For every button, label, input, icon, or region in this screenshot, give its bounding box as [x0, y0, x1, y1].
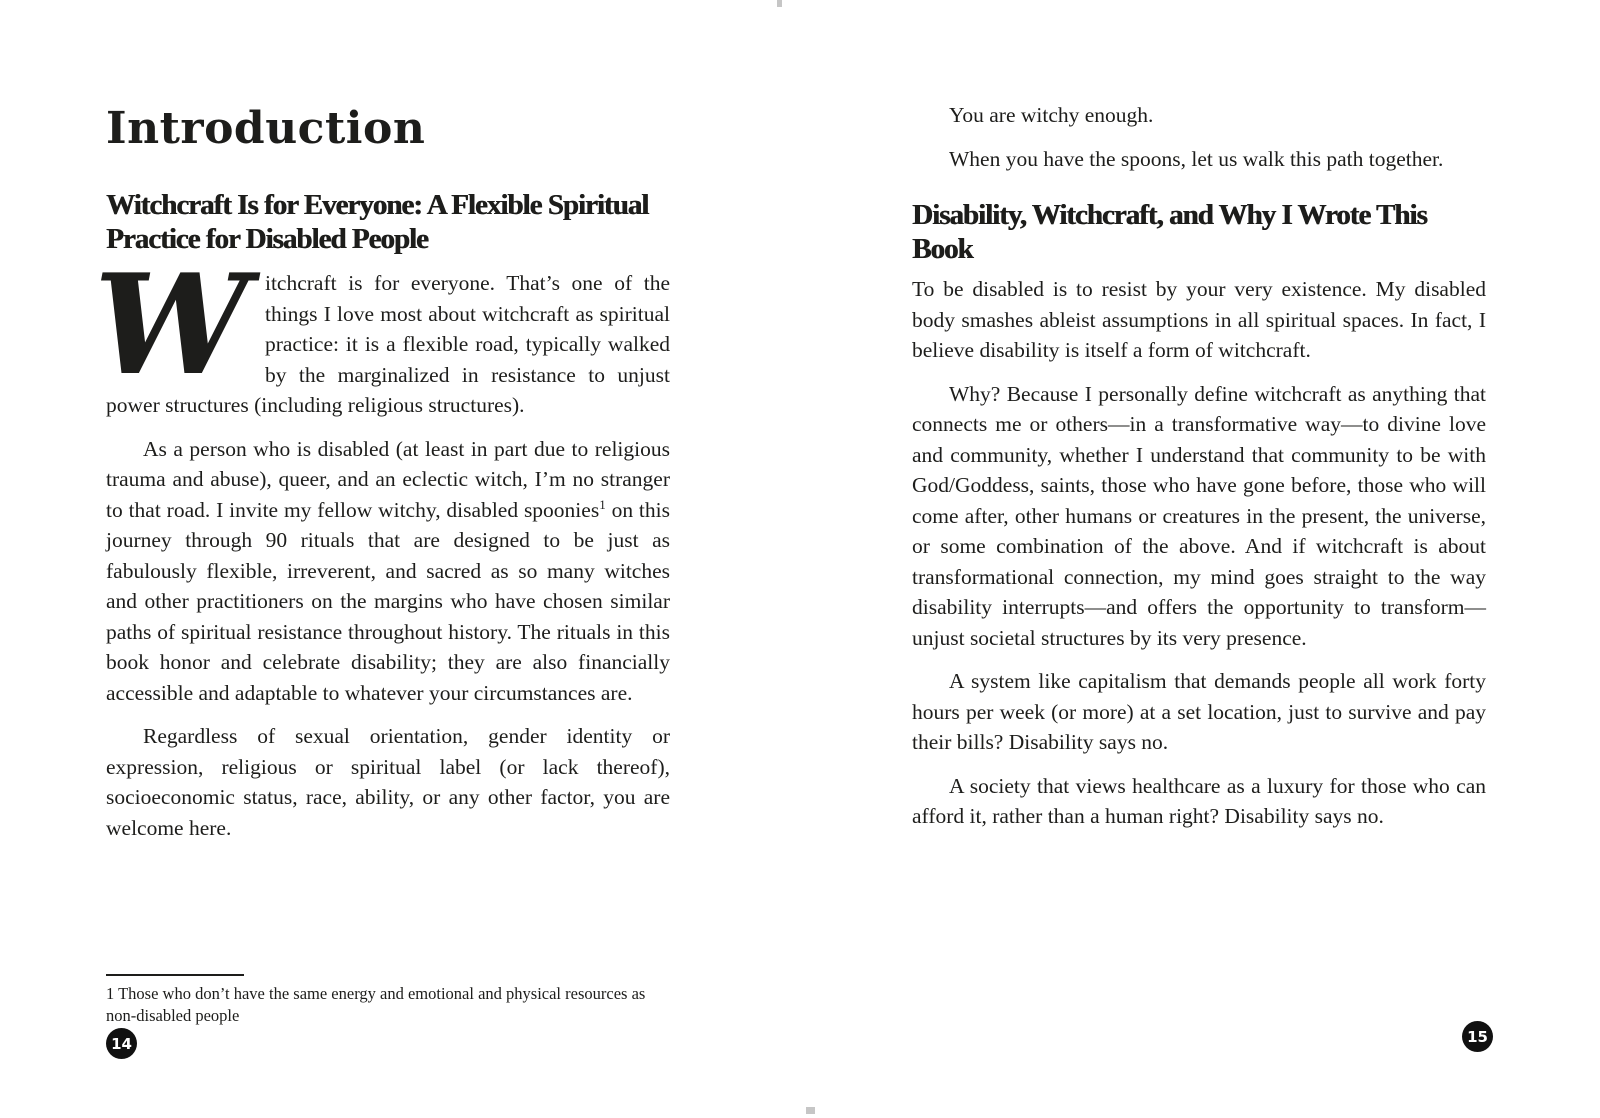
dropcap-letter: W — [94, 243, 249, 407]
paragraph-opening-text: itchcraft is for everyone. That’s one of the things I love most about witchcraft as spiritual practice: it is a flexible road, typically walked by the marginalized in resistance to unjust power structures (including religious structures). — [106, 271, 670, 418]
page-number-badge-right: 15 — [1462, 1021, 1493, 1052]
paragraph-welcome: Regardless of sexual orientation, gender identity or expression, religious or spiritual label (or lack thereof), socioeconomic status, race, ability, or any other factor, you are welcome here. — [106, 724, 670, 840]
paragraph-capitalism: A system like capitalism that demands people all work forty hours per week (or more) at a set location, just to survive and pay their bills? Disability says no. — [912, 669, 1486, 754]
page-number-badge-left: 14 — [106, 1028, 137, 1059]
section-heading-left: Witchcraft Is for Everyone: A Flexible Spiritual Practice for Disabled People — [106, 189, 649, 256]
footnote-reference: 1 — [599, 496, 606, 512]
page-right — [912, 100, 1486, 845]
paragraph-spoonies — [106, 434, 670, 709]
footnote-rule — [106, 974, 244, 976]
chapter-title: Introduction — [106, 103, 426, 154]
registration-mark-top — [777, 0, 782, 7]
page-left — [94, 103, 670, 856]
paragraph-opening — [94, 243, 670, 421]
paragraph-witchy-enough: You are witchy enough. — [949, 103, 1154, 127]
section-heading-right: Disability, Witchcraft, and Why I Wrote This Book — [912, 199, 1427, 265]
paragraph-spoonies-text-end: on this journey through 90 rituals that are designed to be just as fabulously flexible, irreverent, and sacred as so many witches and other practitioners on the margins who have chosen similar paths of spiritual resistance throughout history. The rituals in this book honor and celebrate disability; they are also financially accessible and adaptable to whatever your circumstances are. — [106, 497, 670, 705]
registration-mark-bottom — [806, 1107, 815, 1114]
paragraph-healthcare: A society that views healthcare as a luxury for those who can afford it, rather than a human right? Disability says no. — [912, 773, 1486, 828]
footnote — [106, 974, 670, 1027]
footnote-text: 1 Those who don’t have the same energy and emotional and physical resources as non-disabled people — [106, 984, 646, 1025]
paragraph-spoons: When you have the spoons, let us walk this path together. — [949, 146, 1444, 171]
paragraph-why: Why? Because I personally define witchcraft as anything that connects me or others—in a transformative way—to divine love and community, whether I understand that community to be with God/Goddess, saints, those who have gone before, those who will come after, other humans or creatures in the present, the universe, or some combination of the above. And if witchcraft is about transformational connection, my mind goes straight to the way disability interrupts—and offers the opportunity to transform—unjust societal structures by its very presence. — [912, 381, 1486, 650]
paragraph-resist: To be disabled is to resist by your very existence. My disabled body smashes ableist assumptions in all spiritual spaces. In fact, I believe disability is itself a form of witchcraft. — [912, 277, 1486, 362]
paragraph-spoonies-text-start: As a person who is disabled (at least in part due to religious trauma and abuse), queer, and an eclectic witch, I’m no stranger to that road. I invite my fellow witchy, disabled spoonies — [106, 436, 670, 522]
